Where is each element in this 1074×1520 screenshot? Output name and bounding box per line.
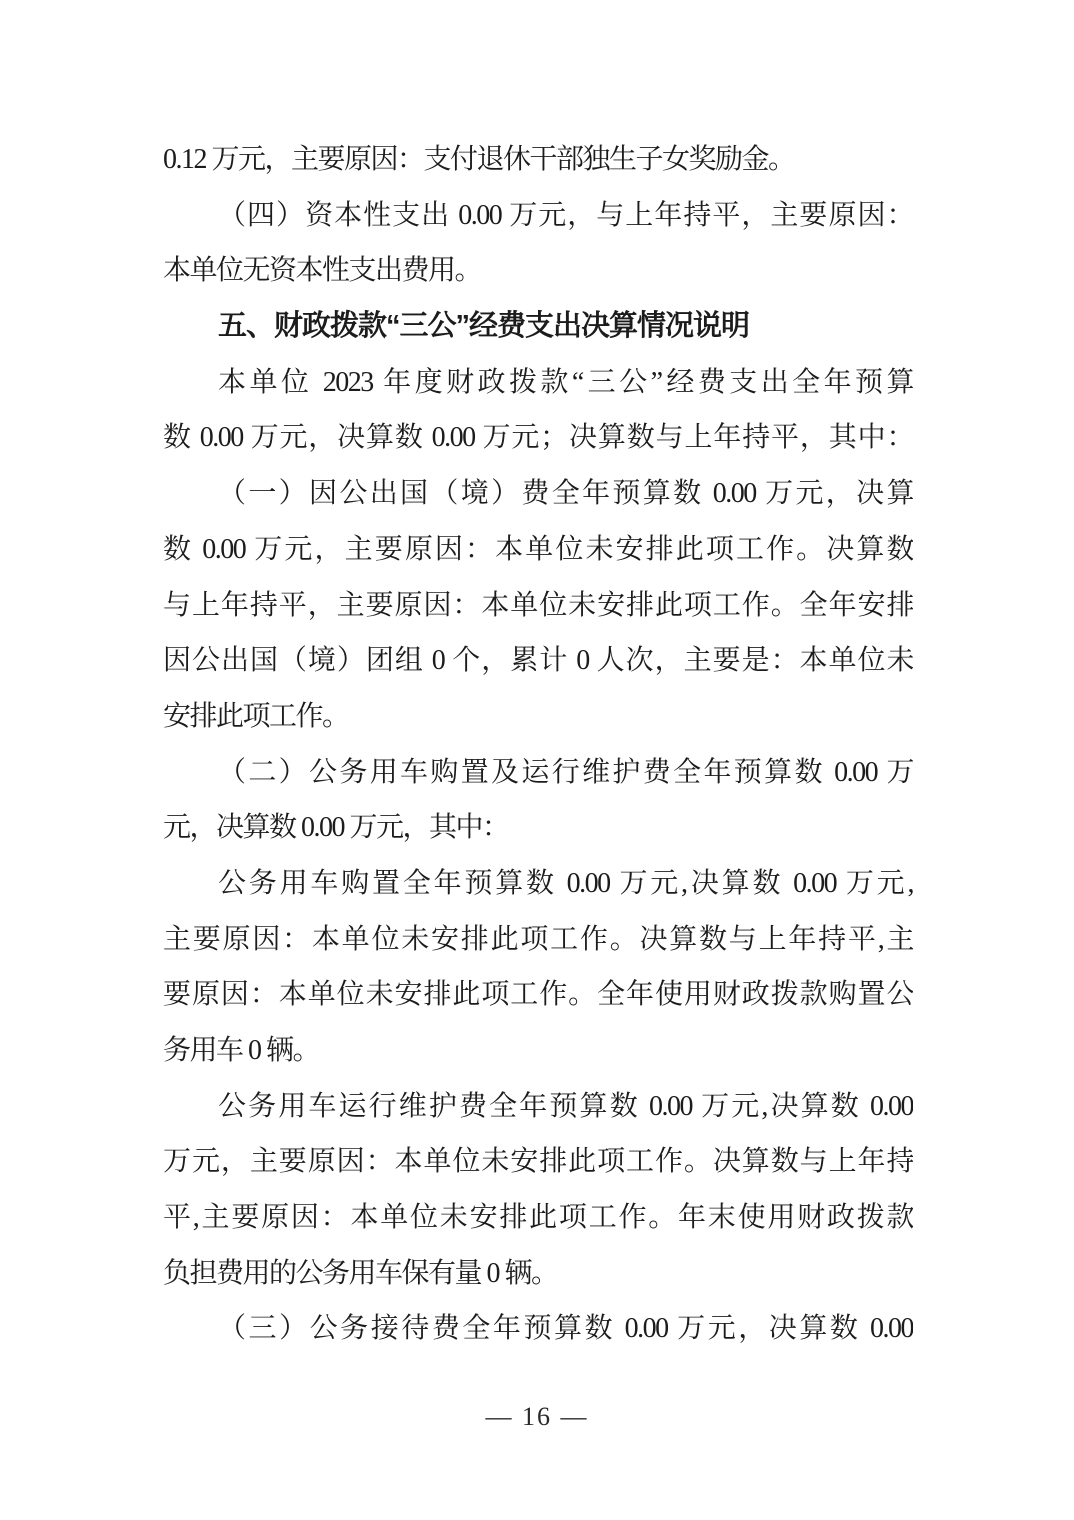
- text-line: 主要原因：本单位未安排此项工作。决算数与上年持平,主: [163, 923, 913, 955]
- text-line: （二）公务用车购置及运行维护费全年预算数 0.00 万: [218, 756, 913, 788]
- page-number: — 16 —: [485, 1402, 589, 1431]
- text-line: 0.12 万元，主要原因：支付退休干部独生子女奖励金。: [163, 144, 795, 175]
- text-line: 本单位 2023 年度财政拨款“三公”经费支出全年预算: [218, 366, 913, 398]
- text-line: 与上年持平，主要原因：本单位未安排此项工作。全年安排: [163, 589, 913, 621]
- text-line: 公务用车运行维护费全年预算数 0.00 万元,决算数 0.00: [218, 1090, 913, 1122]
- text-line: （四）资本性支出 0.00 万元，与上年持平，主要原因：: [218, 199, 913, 231]
- text-line: 平,主要原因：本单位未安排此项工作。年末使用财政拨款: [163, 1202, 913, 1234]
- text-line: 要原因：本单位未安排此项工作。全年使用财政拨款购置公: [163, 979, 913, 1011]
- section-heading: 五、财政拨款“三公”经费支出决算情况说明: [218, 310, 750, 343]
- text-line: 数 0.00 万元，主要原因：本单位未安排此项工作。决算数: [163, 533, 913, 565]
- text-line: 公务用车购置全年预算数 0.00 万元,决算数 0.00 万元,: [218, 867, 913, 899]
- text-line: （一）因公出国（境）费全年预算数 0.00 万元，决算: [218, 478, 913, 510]
- text-line: 数 0.00 万元，决算数 0.00 万元；决算数与上年持平，其中：: [163, 422, 913, 454]
- text-line: 万元，主要原因：本单位未安排此项工作。决算数与上年持: [163, 1146, 913, 1178]
- text-line: 元，决算数 0.00 万元，其中：: [163, 812, 509, 844]
- text-line: 务用车 0 辆。: [163, 1035, 320, 1066]
- text-line: 因公出国（境）团组 0 个，累计 0 人次，主要是：本单位未: [163, 645, 913, 677]
- text-line: （三）公务接待费全年预算数 0.00 万元，决算数 0.00: [218, 1313, 913, 1345]
- text-line: 负担费用的公务用车保有量 0 辆。: [163, 1257, 558, 1289]
- text-line: 安排此项工作。: [163, 700, 349, 732]
- page-body: [163, 132, 913, 1357]
- text-line: 本单位无资本性支出费用。: [163, 255, 482, 287]
